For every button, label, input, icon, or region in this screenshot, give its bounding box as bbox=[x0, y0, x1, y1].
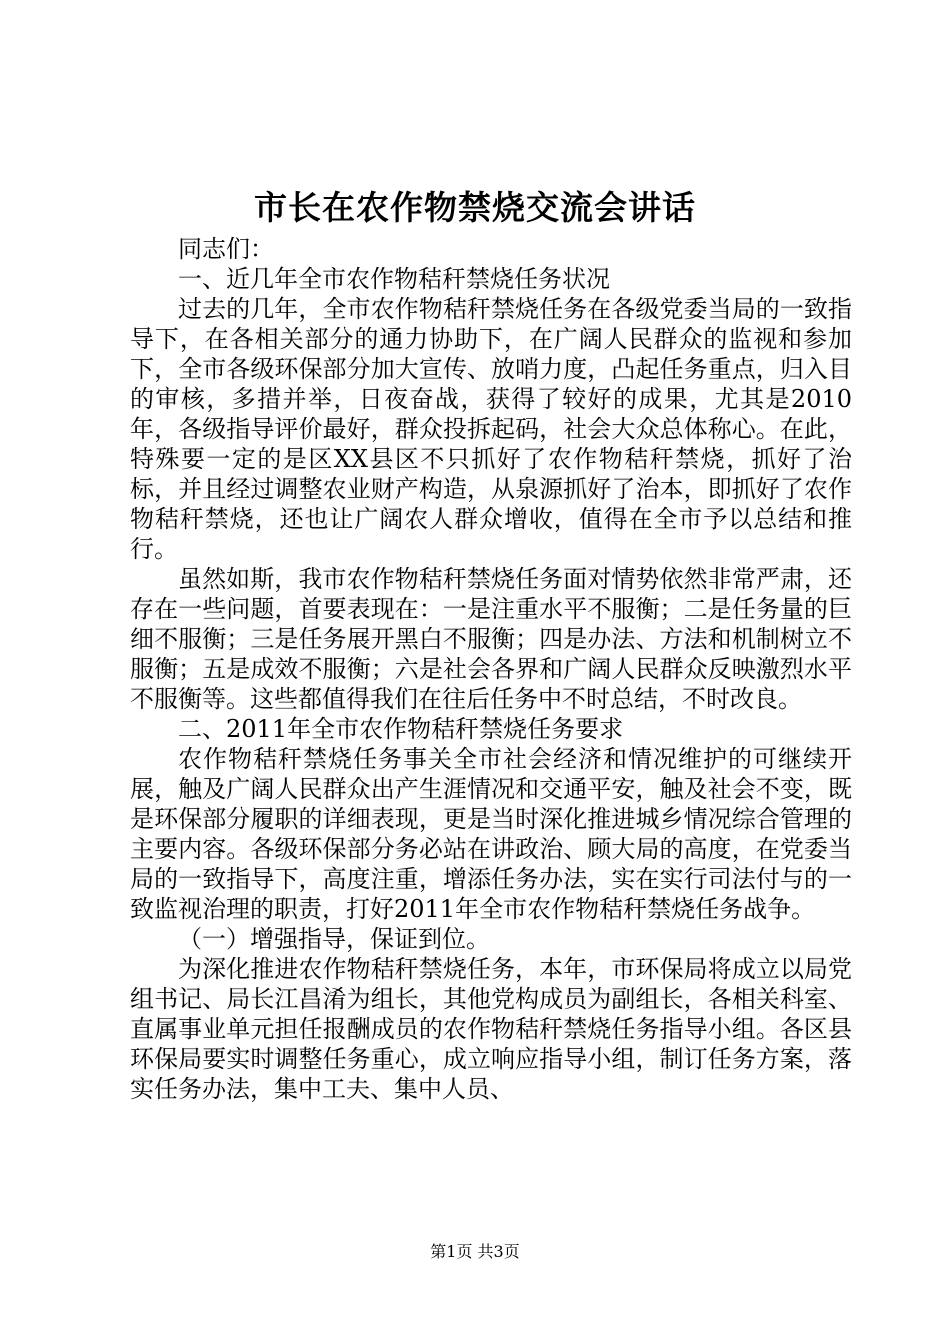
page-number-footer: 第1页 共3页 bbox=[430, 1242, 520, 1261]
document-title: 市长在农作物禁烧交流会讲话 bbox=[254, 188, 696, 227]
body-paragraph: 为深化推进农作物秸秆禁烧任务，本年，市环保局将成立以局党组书记、局长江昌淆为组长，其他党构成员为副组长，各相关科室、直属事业单元担任报酬成员的农作物秸秆禁烧任务指导小组。各区县环保局要实时调整任务重心，成立响应指导小组，制订任务方案，落实任务办法，集中工夫、集中人员、 bbox=[130, 955, 852, 1103]
body-paragraph: 农作物秸秆禁烧任务事关全市社会经济和情况维护的可继续开展，触及广阔人民群众出产生涯情况和交通平安，触及社会不变，既是环保部分履职的详细表现，更是当时深化推进城乡情况综合管理的主要内容。各级环保部分务必站在讲政治、顾大局的高度，在党委当局的一致指导下，高度注重，增添任务办法，实在实行司法付与的一致监视治理的职责，打好2011年全市农作物秸秆禁烧任务战争。 bbox=[130, 745, 852, 923]
body-paragraph: 过去的几年，全市农作物秸秆禁烧任务在各级党委当局的一致指导下，在各相关部分的通力协助下，在广阔人民群众的监视和参加下，全市各级环保部分加大宣传、放哨力度，凸起任务重点，归入目的审核，多措并举，日夜奋战，获得了较好的成果，尤其是2010年，各级指导评价最好，群众投拆起码，社会大众总体称心。在此，特殊要一定的是区XX县区不只抓好了农作物秸秆禁烧，抓好了治标，并且经过调整农业财产构造，从泉源抓好了治本，即抓好了农作物秸秆禁烧，还也让广阔农人群众增收，值得在全市予以总结和推行。 bbox=[130, 295, 852, 563]
subsection-heading-1: （一）增强指导，保证到位。 bbox=[178, 925, 490, 953]
body-paragraph: 虽然如斯，我市农作物秸秆禁烧任务面对情势依然非常严肃，还存在一些问题，首要表现在：一是注重水平不服衡；二是任务量的巨细不服衡；三是任务展开黑白不服衡；四是办法、方法和机制树立不服衡；五是成效不服衡；六是社会各界和广阔人民群众反映激烈水平不服衡等。这些都值得我们在往后任务中不时总结，不时改良。 bbox=[130, 565, 852, 713]
salutation: 同志们： bbox=[178, 235, 274, 263]
section-heading-2: 二、2011年全市农作物秸秆禁烧任务要求 bbox=[178, 715, 624, 743]
document-body bbox=[130, 234, 852, 1104]
section-heading-1: 一、近几年全市农作物秸秆禁烧任务状况 bbox=[178, 265, 610, 293]
